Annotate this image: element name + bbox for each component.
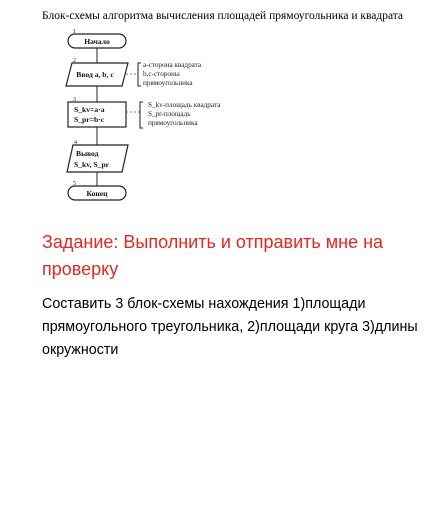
flowchart-diagram (0, 0, 441, 220)
input-label: Ввод a, b, c (76, 70, 114, 79)
block-number: 4 (74, 140, 77, 146)
block-number: 3 (73, 97, 76, 103)
output-label: S_kv, S_pr (74, 160, 110, 169)
start-label: Начало (84, 37, 110, 46)
task-description: Составить 3 блок-схемы нахождения 1)площади прямоугольного треугольника, 2)площади круга 3)длины окружности (42, 296, 418, 358)
output-label: Вывод (76, 149, 99, 158)
end-label: Конец (86, 189, 108, 198)
task-heading: Задание: Выполнить и отправить мне на проверку (42, 232, 384, 279)
input-comment-line: b,c-стороны (143, 70, 180, 78)
block-number: 1 (73, 29, 76, 35)
flowchart-input-block (66, 58, 202, 87)
block-number: 2 (73, 58, 76, 64)
block-number: 5 (73, 181, 76, 187)
process-formula: S_pr=b·c (74, 115, 105, 124)
flowchart-process-block (68, 97, 221, 128)
process-comment-line: S_kv-площадь квадрата (148, 101, 221, 109)
process-comment-line: S_pr-площадь (148, 110, 191, 118)
process-comment-line: прямоугольника (148, 119, 198, 127)
input-comment-line: прямоугольника (143, 79, 193, 87)
document-title: Блок-схемы алгоритма вычисления площадей прямоугольника и квадрата (42, 10, 404, 22)
process-formula: S_kv=a·a (74, 105, 105, 114)
flowchart-output-block (67, 140, 128, 172)
input-comment-line: a-сторона квадрата (143, 61, 202, 69)
flowchart-start-block (68, 29, 126, 48)
